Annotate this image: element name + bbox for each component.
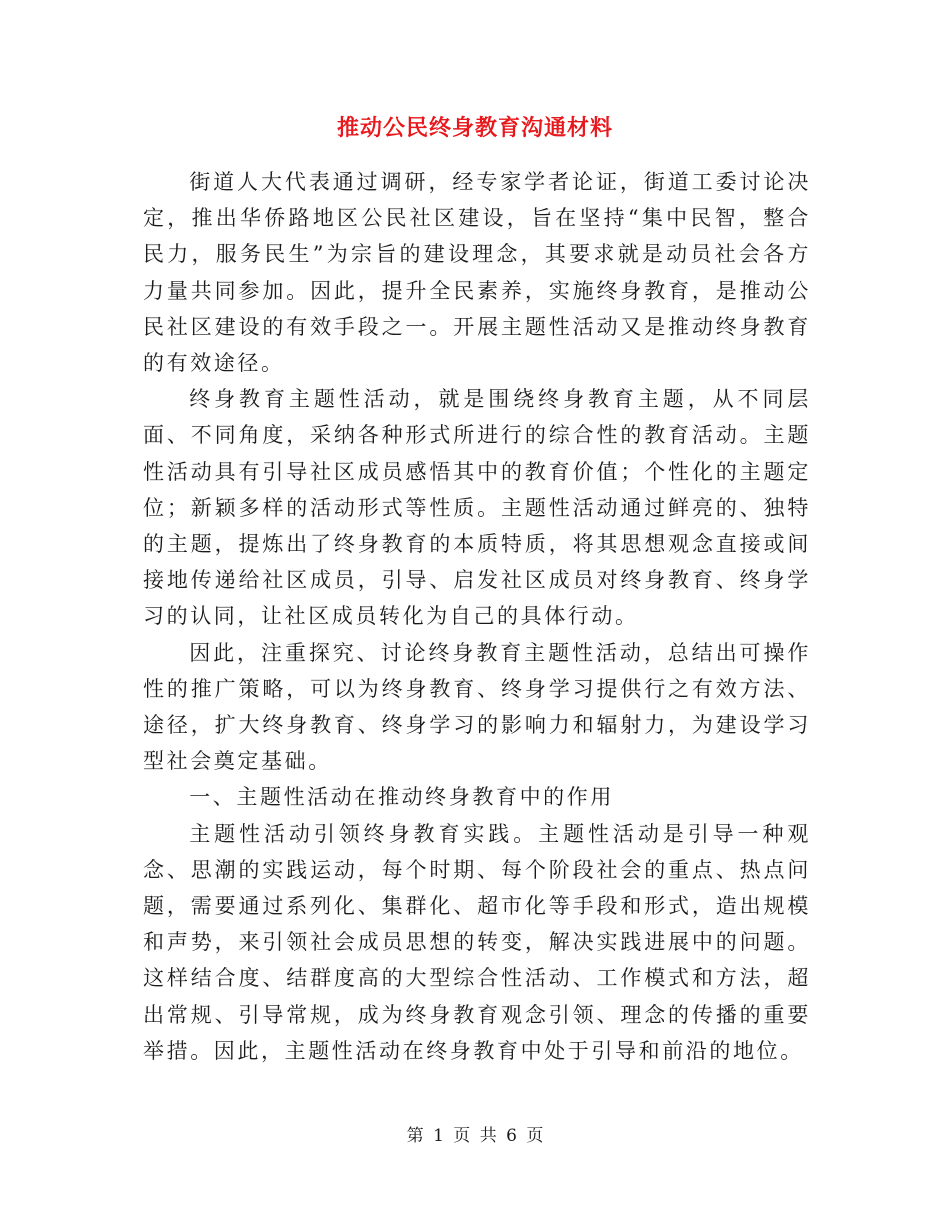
paragraph-strategy: 因此，注重探究、讨论终身教育主题性活动，总结出可操作性的推广策略，可以为终身教育、终身学习提供行之有效方法、途径，扩大终身教育、终身学习的影响力和辐射力，为建设学习型社会奠定基础。 — [143, 640, 811, 774]
document-body — [143, 164, 811, 1069]
page-footer: 第 1 页 共 6 页 — [406, 1126, 544, 1146]
paragraph-intro: 街道人大代表通过调研，经专家学者论证，街道工委讨论决定，推出华侨路地区公民社区建设，旨在坚持“集中民智，整合民力，服务民生”为宗旨的建设理念，其要求就是动员社会各方力量共同参加。因此，提升全民素养，实施终身教育，是推动公民社区建设的有效手段之一。开展主题性活动又是推动终身教育的有效途径。 — [143, 170, 811, 376]
paragraph-role: 主题性活动引领终身教育实践。主题性活动是引导一种观念、思潮的实践运动，每个时期、每个阶段社会的重点、热点问题，需要通过系列化、集群化、超市化等手段和形式，造出规模和声势，来引领社会成员思想的转变，解决实践进展中的问题。这样结合度、结群度高的大型综合性活动、工作模式和方法，超出常规、引导常规，成为终身教育观念引领、理念的传播的重要举措。因此，主题性活动在终身教育中处于引导和前沿的地位。 — [143, 821, 811, 1063]
paragraph-definition: 终身教育主题性活动，就是围绕终身教育主题，从不同层面、不同角度，采纳各种形式所进行的综合性的教育活动。主题性活动具有引导社区成员感悟其中的教育价值；个性化的主题定位；新颖多样的活动形式等性质。主题性活动通过鲜亮的、独特的主题，提炼出了终身教育的本质特质，将其思想观念直接或间接地传递给社区成员，引导、启发社区成员对终身教育、终身学习的认同，让社区成员转化为自己的具体行动。 — [143, 387, 811, 629]
section-heading: 一、主题性活动在推动终身教育中的作用 — [189, 785, 614, 810]
document-title: 推动公民终身教育沟通材料 — [336, 115, 613, 141]
